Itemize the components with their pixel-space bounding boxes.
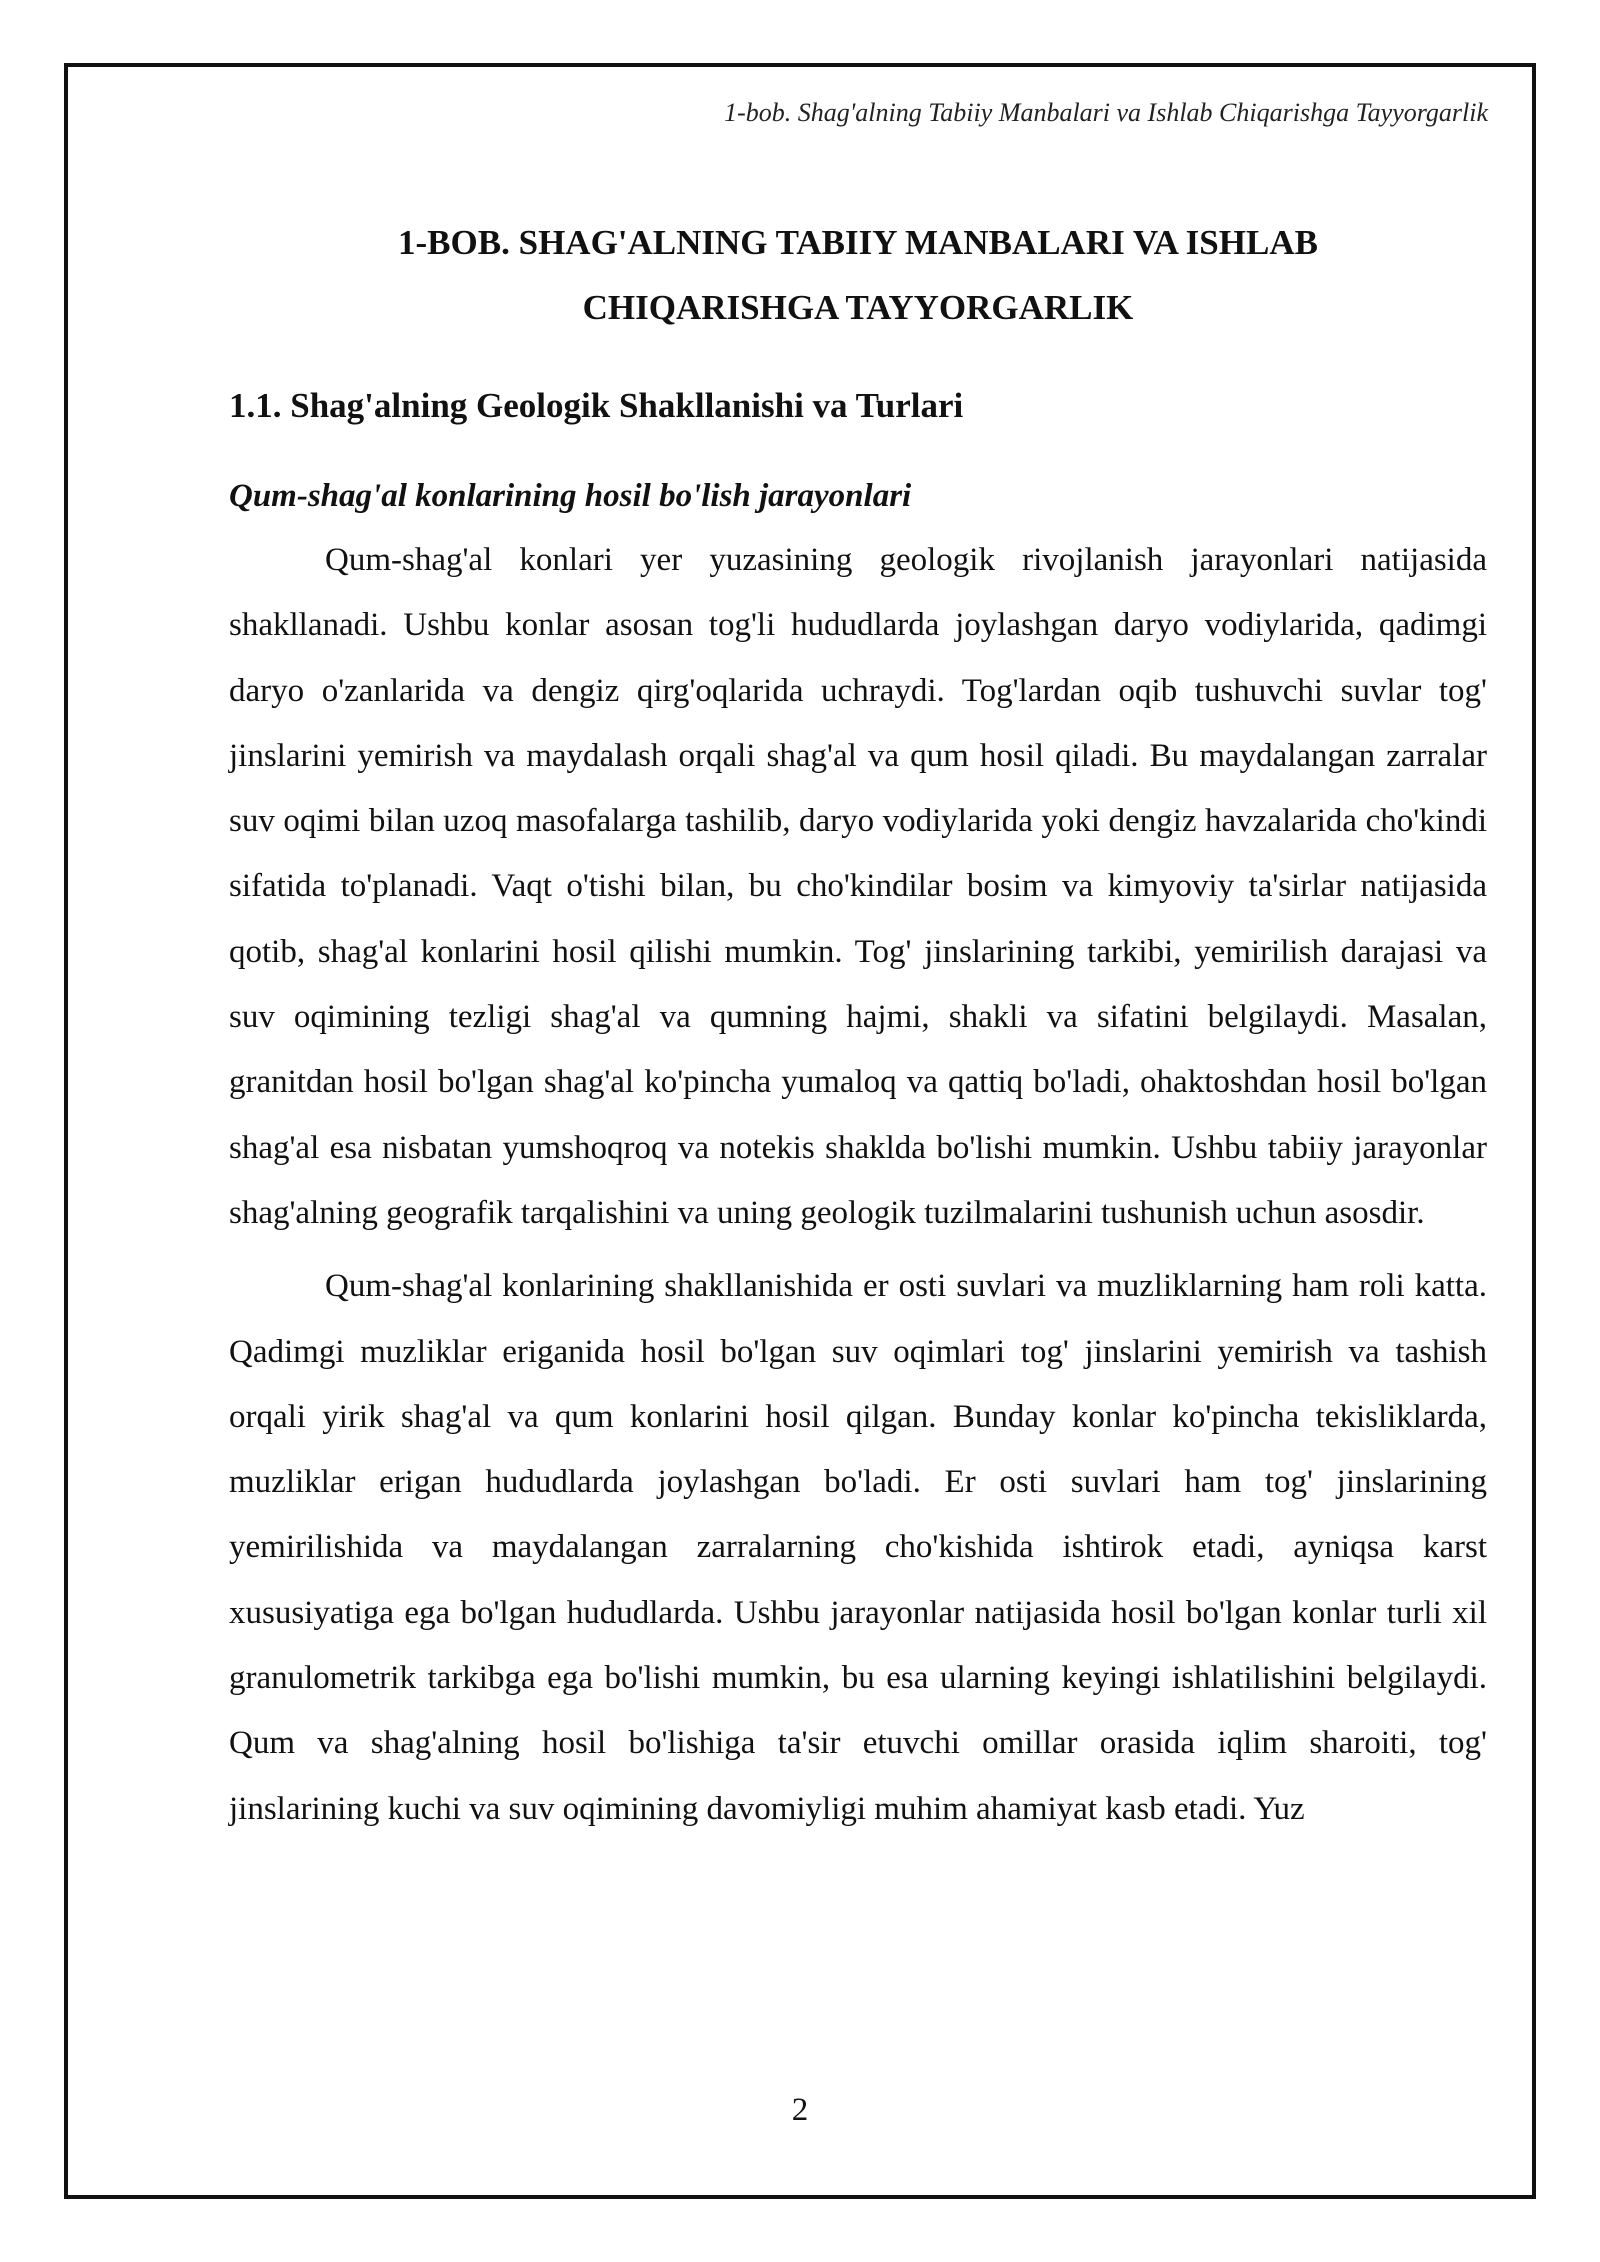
chapter-title (229, 210, 1487, 340)
section-title: 1.1. Shag'alning Geologik Shakllanishi va Turlari (229, 386, 964, 425)
running-header: 1-bob. Shag'alning Tabiiy Manbalari va Ishlab Chiqarishga Tayyorgarlik (724, 98, 1488, 127)
page-number: 2 (791, 2092, 809, 2128)
body-paragraph: Qum-shag'al konlari yer yuzasining geologik rivojlanish jarayonlari natijasida shakllanadi. Ushbu konlar asosan tog'li hududlarda joylashgan daryo vodiylarida, qadimgi daryo o'zanlarida va dengiz qirg'oqlarida uchraydi. Tog'lardan oqib tushuvchi suvlar tog' jinslarini yemirish va maydalash orqali shag'al va qum hosil qiladi. Bu maydalangan zarralar suv oqimi bilan uzoq masofalarga tashilib, daryo vodiylarida yoki dengiz havzalarida cho'kindi sifatida to'planadi. Vaqt o'tishi bilan, bu cho'kindilar bosim va kimyoviy ta'sirlar natijasida qotib, shag'al konlarini hosil qilishi mumkin. Tog' jinslarining tarkibi, yemirilish darajasi va suv oqimining tezligi shag'al va qumning hajmi, shakli va sifatini belgilaydi. Masalan, granitdan hosil bo'lgan shag'al ko'pincha yumaloq va qattiq bo'ladi, ohaktoshdan hosil bo'lgan shag'al esa nisbatan yumshoqroq va notekis shaklda bo'lishi mumkin. Ushbu tabiiy jarayonlar shag'alning geografik tarqalishini va uning geologik tuzilmalarini tushunish uchun asosdir. (229, 542, 1487, 1231)
subsection-title: Qum-shag'al konlarining hosil bo'lish jarayonlari (229, 478, 912, 514)
chapter-title-line-2: CHIQARISHGA TAYYORGARLIK (582, 288, 1134, 327)
chapter-title-line-1: 1-BOB. SHAG'ALNING TABIIY MANBALARI VA ISHLAB (398, 223, 1318, 262)
body-paragraph: Qum-shag'al konlarining shakllanishida er osti suvlari va muzliklarning ham roli katta. Qadimgi muzliklar eriganida hosil bo'lgan suv oqimlari tog' jinslarini yemirish va tashish orqali yirik shag'al va qum konlarini hosil qilgan. Bunday konlar ko'pincha tekisliklarda, muzliklar erigan hududlarda joylashgan bo'ladi. Er osti suvlari ham tog' jinslarining yemirilishida va maydalangan zarralarning cho'kishida ishtirok etadi, ayniqsa karst xususiyatiga ega bo'lgan hududlarda. Ushbu jarayonlar natijasida hosil bo'lgan konlar turli xil granulometrik tarkibga ega bo'lishi mumkin, bu esa ularning keyingi ishlatilishini belgilaydi. Qum va shag'alning hosil bo'lishiga ta'sir etuvchi omillar orasida iqlim sharoiti, tog' jinslarining kuchi va suv oqimining davomiyligi muhim ahamiyat kasb etadi. Yuz (229, 1268, 1487, 1827)
page-content (229, 210, 1487, 1842)
